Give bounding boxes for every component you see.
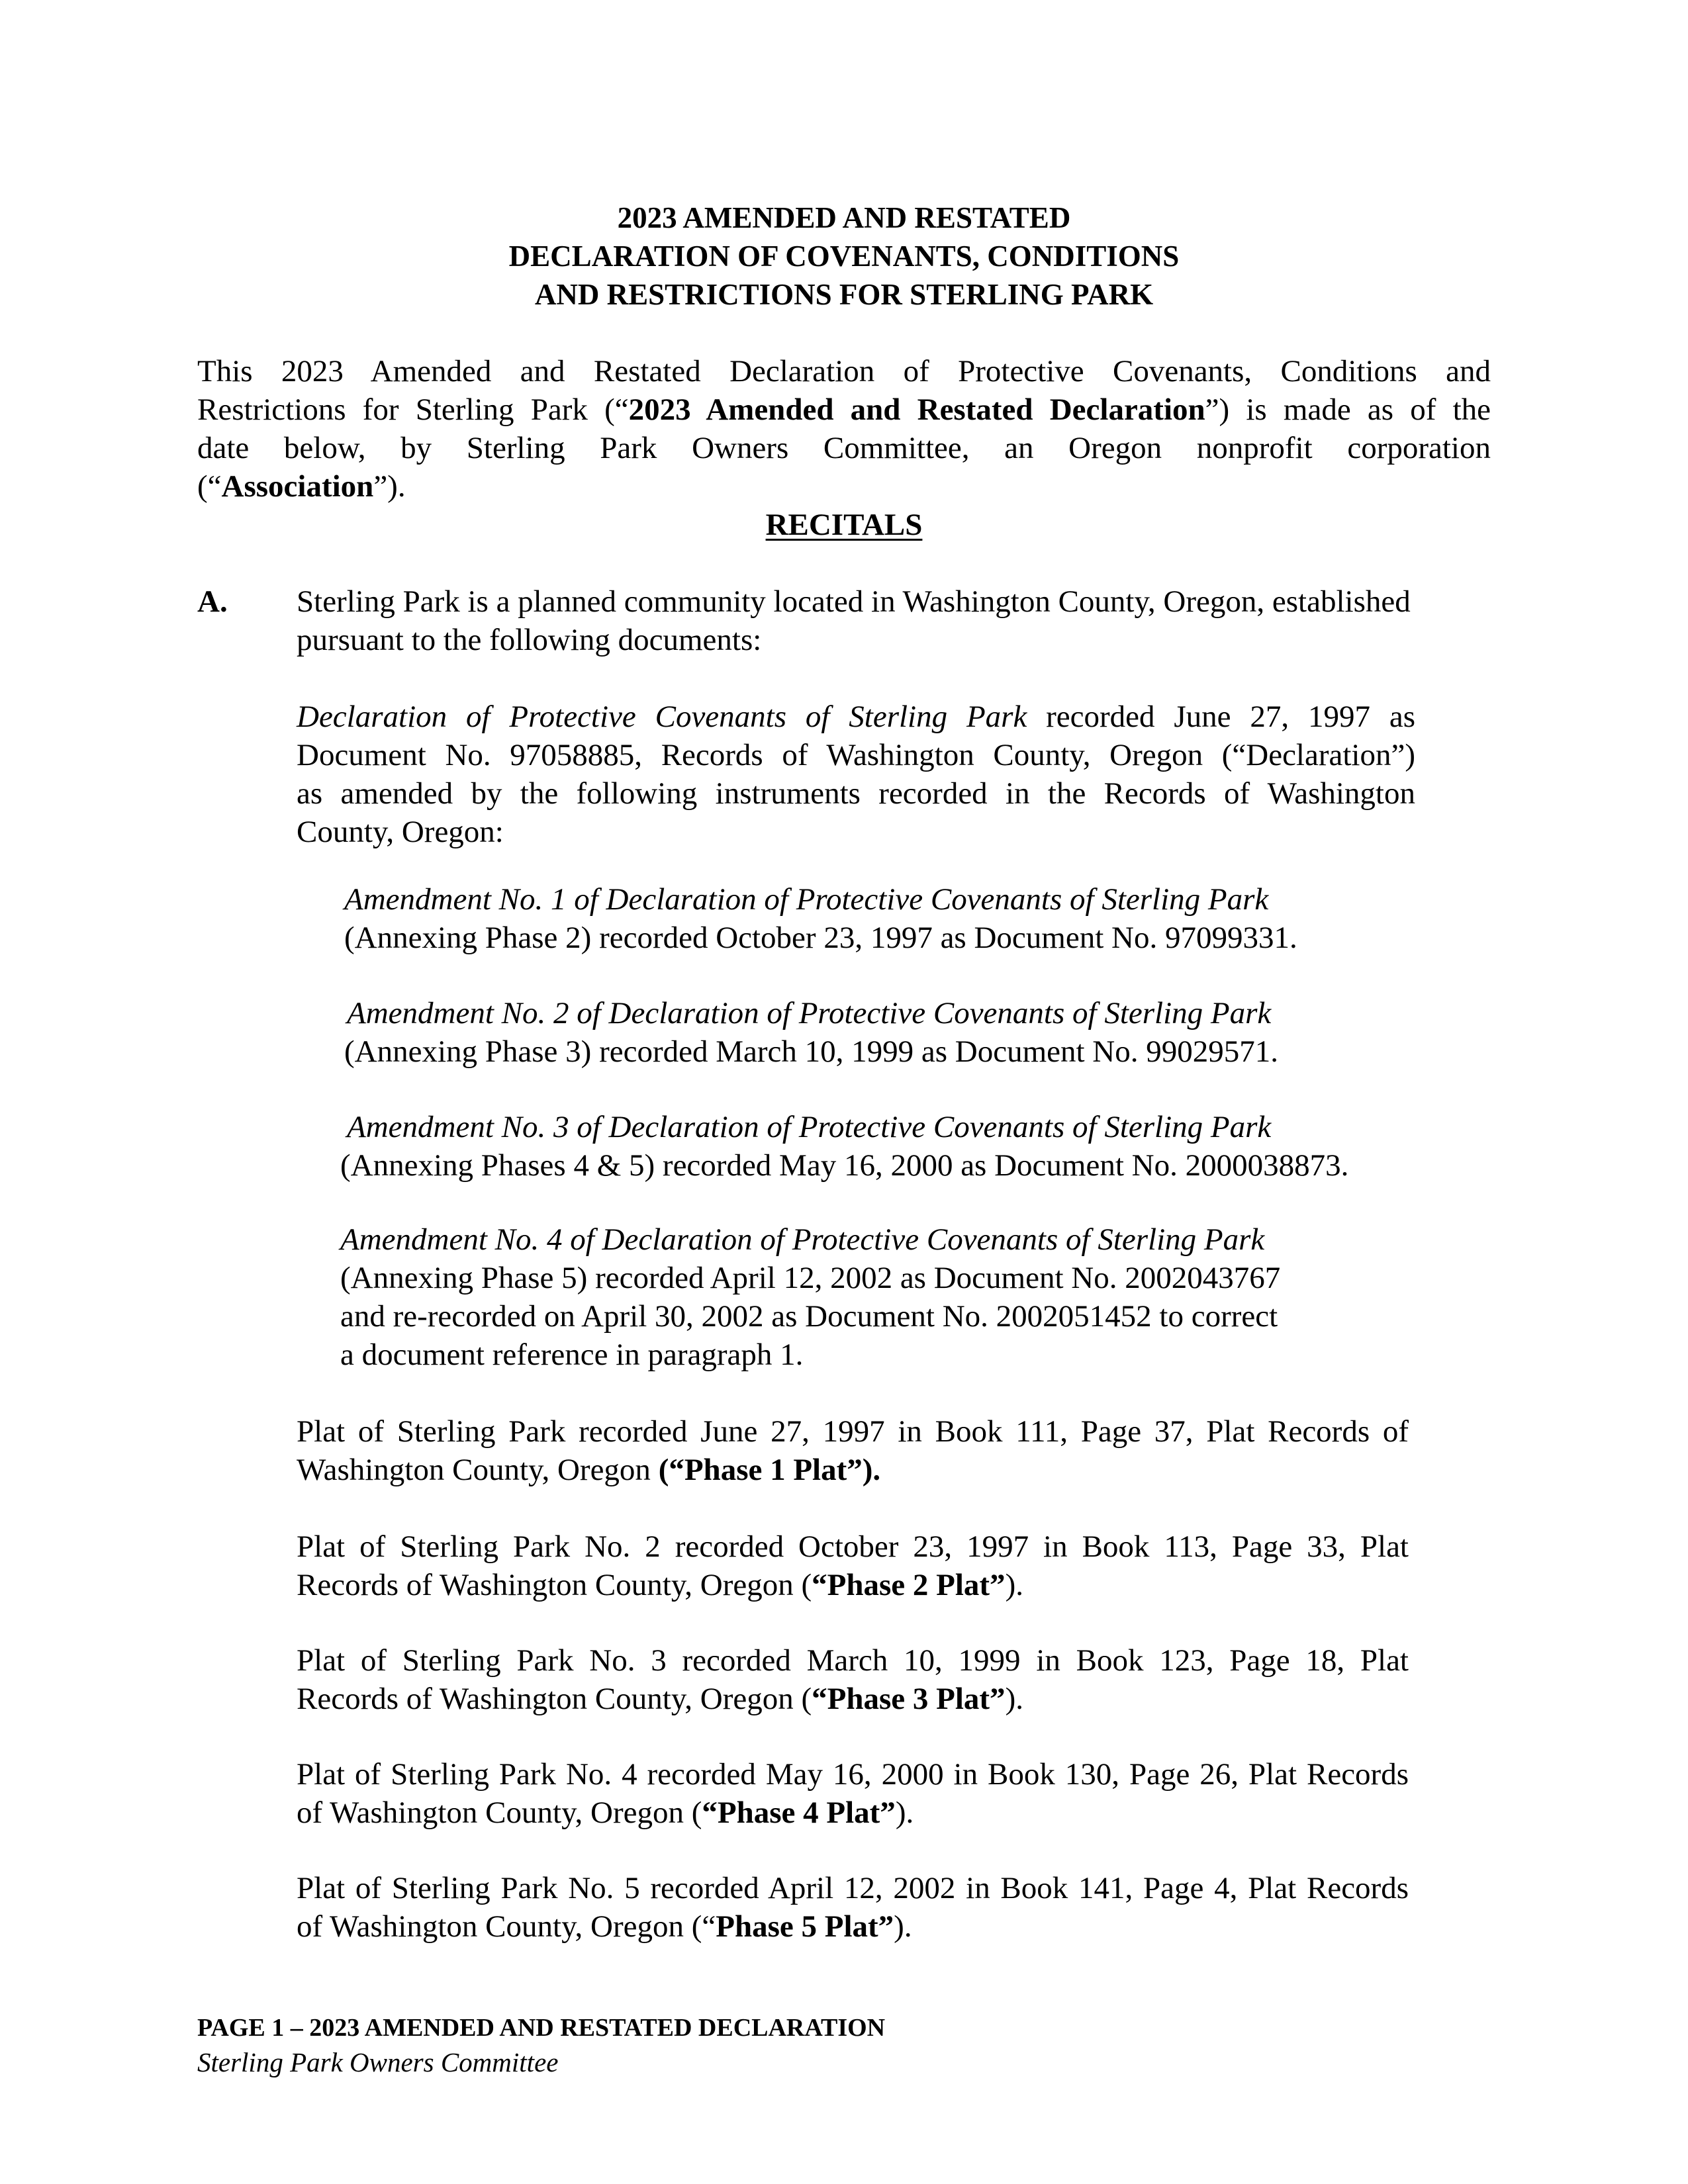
declaration-paragraph — [297, 698, 1415, 851]
intro-paragraph — [197, 352, 1491, 506]
amendment-4-line-3: a document reference in paragraph 1. — [340, 1338, 804, 1372]
plat-4-line-1: Plat of Sterling Park No. 4 recorded May 16, 2000 in Book 130, Page 26, Plat Records — [297, 1757, 1409, 1792]
intro-line-1: This 2023 Amended and Restated Declaration of Protective Covenants, Conditions and — [197, 354, 1491, 388]
plat-4-paragraph — [297, 1755, 1409, 1832]
title-line-2: DECLARATION OF COVENANTS, CONDITIONS — [508, 240, 1180, 273]
amendment-3-line: (Annexing Phases 4 & 5) recorded May 16, 2000 as Document No. 2000038873. — [340, 1148, 1349, 1183]
amendment-3-title: Amendment No. 3 of Declaration of Protective Covenants of Sterling Park — [347, 1110, 1272, 1144]
amendment-1-line: (Annexing Phase 2) recorded October 23, 1997 as Document No. 97099331. — [344, 921, 1297, 955]
plat-3-line-1: Plat of Sterling Park No. 3 recorded March 10, 1999 in Book 123, Page 18, Plat — [297, 1643, 1409, 1678]
plat-1-line-2: Washington County, Oregon (“Phase 1 Plat”). — [297, 1453, 881, 1487]
plat-5-line-1: Plat of Sterling Park No. 5 recorded April 12, 2002 in Book 141, Page 4, Plat Records — [297, 1871, 1409, 1905]
amendment-4-line-2: and re-recorded on April 30, 2002 as Document No. 2002051452 to correct — [340, 1299, 1278, 1334]
intro-line-4: (“Association”). — [197, 469, 406, 504]
plat-2-line-1: Plat of Sterling Park No. 2 recorded October 23, 1997 in Book 113, Page 33, Plat — [297, 1529, 1409, 1564]
plat-3-line-2: Records of Washington County, Oregon (“Phase 3 Plat”). — [297, 1682, 1023, 1716]
title-line-1: 2023 AMENDED AND RESTATED — [617, 201, 1071, 234]
amendment-4-line-1: (Annexing Phase 5) recorded April 12, 2002 as Document No. 2002043767 — [340, 1261, 1281, 1295]
plat-2-line-2: Records of Washington County, Oregon (“Phase 2 Plat”). — [297, 1568, 1023, 1602]
intro-line-2: Restrictions for Sterling Park (“2023 Amended and Restated Declaration”) is made as of the — [197, 392, 1491, 427]
plat-1-paragraph — [297, 1412, 1409, 1489]
plat-5-paragraph — [297, 1869, 1409, 1946]
recitals-heading: RECITALS — [765, 508, 923, 542]
title-line-3: AND RESTRICTIONS FOR STERLING PARK — [534, 278, 1154, 311]
recital-label: A. — [197, 584, 228, 619]
defined-term: 2023 Amended and Restated Declaration — [628, 392, 1205, 427]
declaration-line-3: as amended by the following instruments recorded in the Records of Washington — [297, 776, 1415, 811]
plat-1-line-1: Plat of Sterling Park recorded June 27, 1997 in Book 111, Page 37, Plat Records of — [297, 1414, 1409, 1449]
amendment-2-line: (Annexing Phase 3) recorded March 10, 1999 as Document No. 99029571. — [344, 1034, 1278, 1069]
plat-5-line-2: of Washington County, Oregon (“Phase 5 Plat”). — [297, 1909, 912, 1944]
defined-term: Association — [221, 469, 374, 504]
amendment-4-title: Amendment No. 4 of Declaration of Protective Covenants of Sterling Park — [340, 1222, 1265, 1257]
plat-4-line-2: of Washington County, Oregon (“Phase 4 Plat”). — [297, 1796, 914, 1830]
recital-a-line-1: Sterling Park is a planned community located in Washington County, Oregon, established — [297, 584, 1411, 619]
footer-page-label: PAGE 1 – 2023 AMENDED AND RESTATED DECLARATION — [197, 2014, 886, 2042]
intro-line-3: date below, by Sterling Park Owners Committee, an Oregon nonprofit corporation — [197, 431, 1491, 465]
declaration-line-4: County, Oregon: — [297, 815, 504, 849]
recital-a-line-2: pursuant to the following documents: — [297, 623, 762, 657]
footer-owner-name: Sterling Park Owners Committee — [197, 2047, 559, 2077]
declaration-line-1: Declaration of Protective Covenants of Sterling Park recorded June 27, 1997 as — [297, 700, 1415, 734]
plat-3-paragraph — [297, 1641, 1409, 1718]
amendment-2-title: Amendment No. 2 of Declaration of Protective Covenants of Sterling Park — [347, 996, 1272, 1030]
amendment-1-title: Amendment No. 1 of Declaration of Protective Covenants of Sterling Park — [344, 882, 1269, 917]
plat-2-paragraph — [297, 1527, 1409, 1604]
declaration-line-2: Document No. 97058885, Records of Washington County, Oregon (“Declaration”) — [297, 738, 1415, 772]
